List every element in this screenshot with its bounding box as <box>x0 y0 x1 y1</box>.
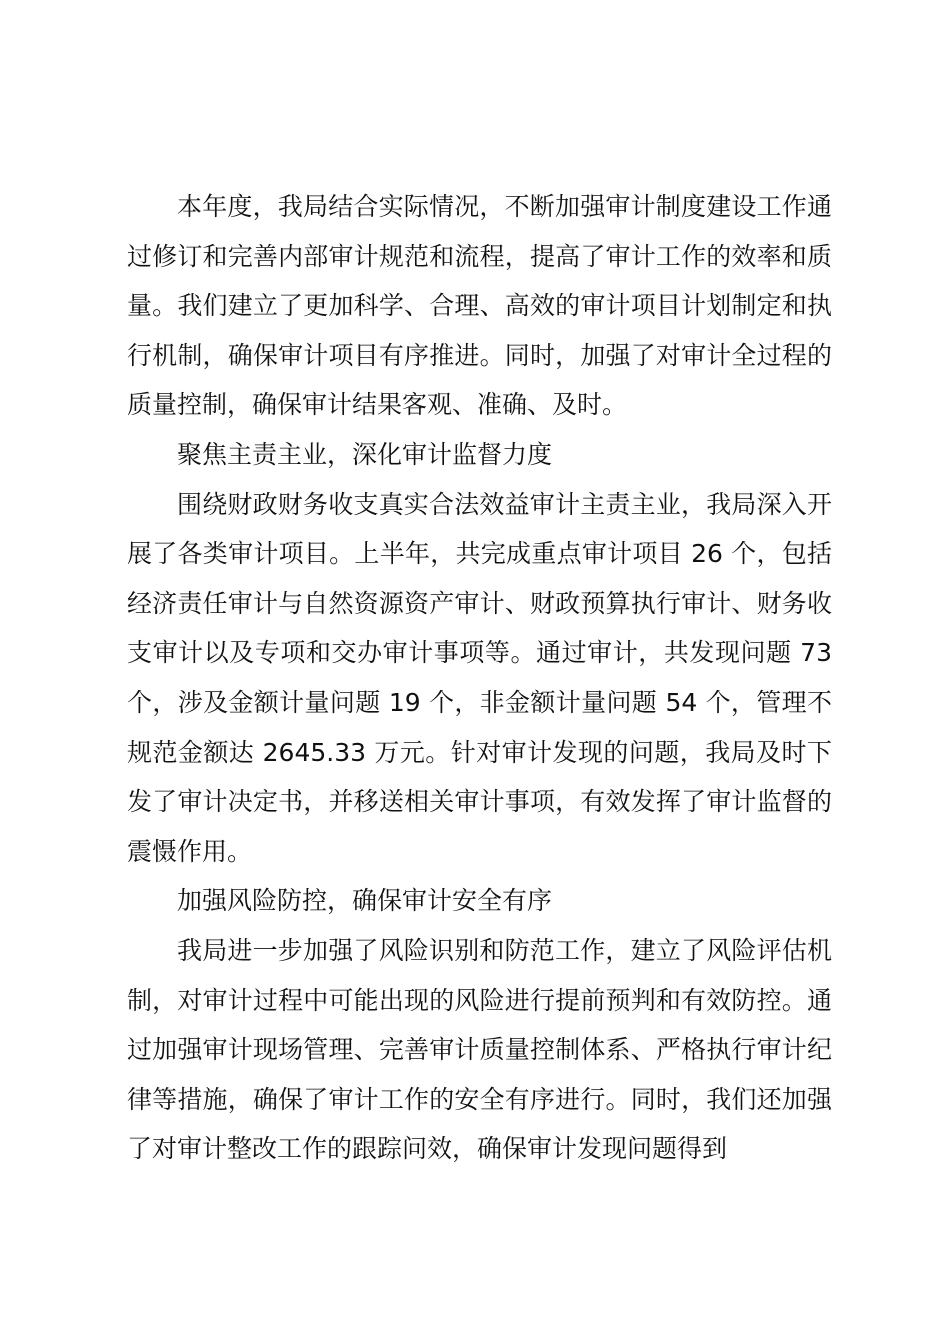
section-heading-main-duties: 聚焦主责主业，深化审计监督力度 <box>177 439 553 469</box>
document-body <box>127 182 832 1174</box>
paragraph-system-building: 本年度，我局结合实际情况，不断加强审计制度建设工作通过修订和完善内部审计规范和流程，提高了审计工作的效率和质量。我们建立了更加科学、合理、高效的审计项目计划制定和执行机制，确保审计项目有序推进。同时，加强了对审计全过程的质量控制，确保审计结果客观、准确、及时。 <box>127 192 832 420</box>
paragraph-risk-prevention: 我局进一步加强了风险识别和防范工作，建立了风险评估机制，对审计过程中可能出现的风险进行提前预判和有效防控。通过加强审计现场管理、完善审计质量控制体系、严格执行审计纪律等措施，确保了审计工作的安全有序进行。同时，我们还加强了对审计整改工作的跟踪问效，确保审计发现问题得到 <box>127 935 832 1164</box>
paragraph-audit-projects: 围绕财政财务收支真实合法效益审计主责主业，我局深入开展了各类审计项目。上半年，共完成重点审计项目 26 个，包括经济责任审计与自然资源资产审计、财政预算执行审计、财务收支审计以及专项和交办审计事项等。通过审计，共发现问题 73 个，涉及金额计量问题 19 个，非金额计量问题 54 个，管理不规范金额达 2645.33 万元。针对审计发现的问题，我局及时下发了审计决定书，并移送相关审计事项，有效发挥了审计监督的震慑作用。 <box>127 489 832 866</box>
section-heading-risk-control: 加强风险防控，确保审计安全有序 <box>177 886 553 916</box>
